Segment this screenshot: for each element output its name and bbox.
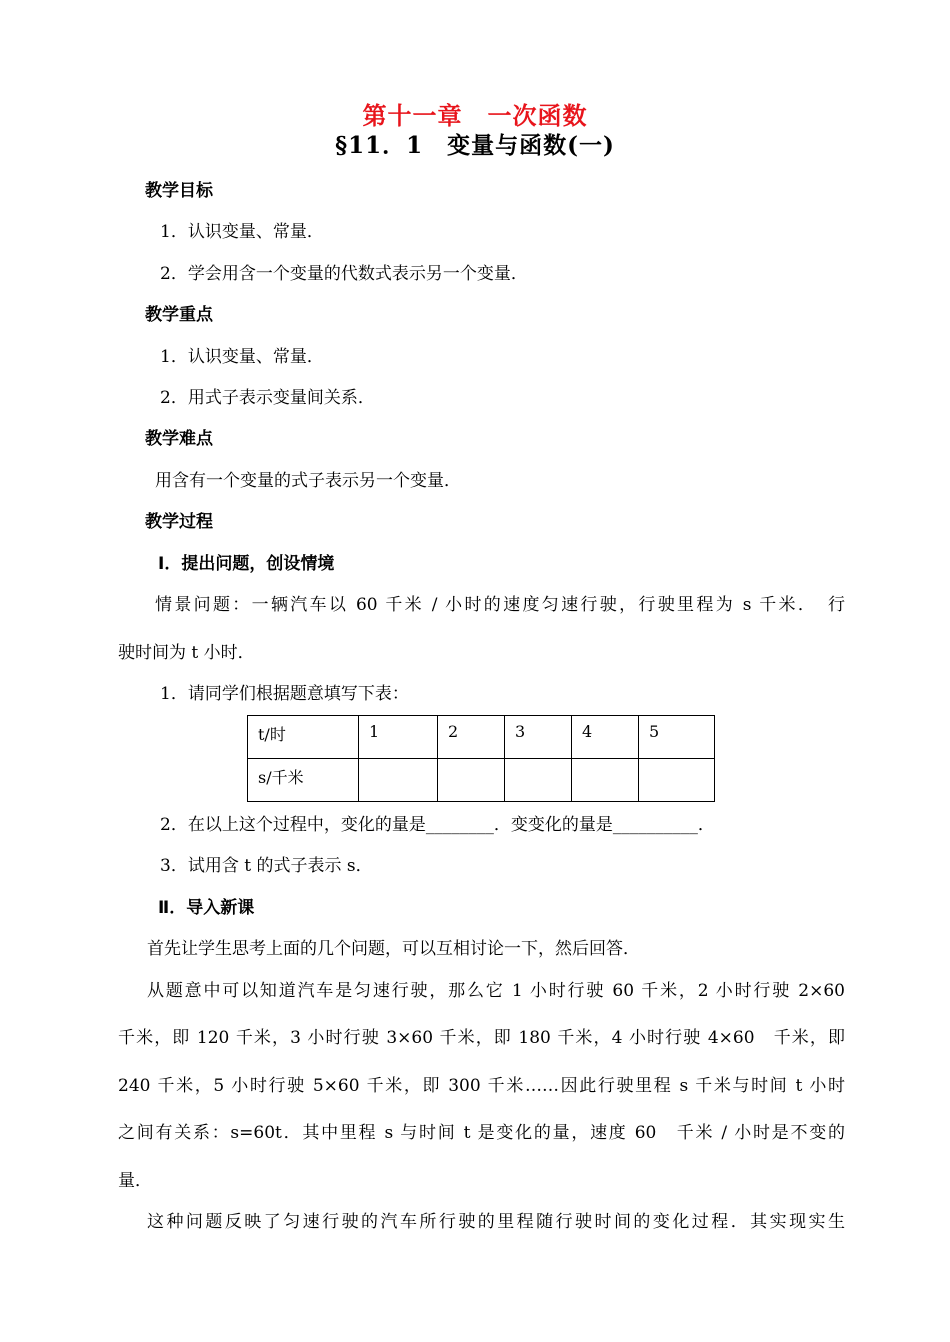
table-cell [438,759,505,802]
part2-heading: Ⅱ．导入新课 [158,898,255,918]
table-cell [639,759,715,802]
question-2: 2．在以上这个过程中，变化的量是________．变变化的量是__________． [160,815,715,835]
difficulties-heading: 教学难点 [145,429,213,449]
paragraph-line: 这种问题反映了匀速行驶的汽车所行驶的里程随行驶时间的变化过程．其实现实生 [147,1212,845,1232]
key-point-item: 2．用式子表示变量间关系． [160,388,375,408]
scenario-line: 驶时间为 t 小时． [118,643,255,663]
difficulties-text: 用含有一个变量的式子表示另一个变量． [155,471,461,491]
fill-in-table [247,715,715,802]
scenario-line: 情景问题：一辆汽车以 60 千米 / 小时的速度匀速行驶，行驶里程为 s 千米． 行 [155,595,845,615]
table-cell [359,759,438,802]
part1-heading: Ⅰ．提出问题，创设情境 [158,554,335,574]
paragraph-line: 千米，即 120 千米，3 小时行驶 3×60 千米，即 180 千米，4 小时行驶 4×60 千米，即 [118,1028,845,1048]
table-cell: 5 [639,716,715,759]
objective-item: 2．学会用含一个变量的代数式表示另一个变量． [160,264,528,284]
question-1: 1．请同学们根据题意填写下表： [160,684,409,704]
key-point-item: 1．认识变量、常量． [160,347,324,367]
objective-item: 1．认识变量、常量． [160,222,324,242]
paragraph-line: 量． [118,1171,152,1191]
table-cell: t/时 [248,716,359,759]
table-cell: 2 [438,716,505,759]
table-row [248,716,715,759]
question-3: 3．试用含 t 的式子表示 s． [160,856,373,876]
paragraph-line: 240 千米，5 小时行驶 5×60 千米，即 300 千米……因此行驶里程 s 千米与时间 t 小时 [118,1076,845,1096]
table-cell [505,759,572,802]
table-row [248,759,715,802]
table-cell: 4 [572,716,639,759]
process-heading: 教学过程 [145,512,213,532]
objectives-heading: 教学目标 [145,181,213,201]
table-cell: 3 [505,716,572,759]
chapter-title: 第十一章 一次函数 [362,101,588,130]
paragraph: 首先让学生思考上面的几个问题，可以互相讨论一下，然后回答． [147,939,640,959]
key-points-heading: 教学重点 [145,305,213,325]
paragraph-line: 从题意中可以知道汽车是匀速行驶，那么它 1 小时行驶 60 千米，2 小时行驶 2×60 [147,981,845,1001]
table-cell [572,759,639,802]
paragraph-line: 之间有关系：s=60t．其中里程 s 与时间 t 是变化的量，速度 60 千米 / 小时是不变的 [118,1123,845,1143]
table-cell: 1 [359,716,438,759]
section-title: §11．1 变量与函数(一) [335,132,615,159]
table-cell: s/千米 [248,759,359,802]
